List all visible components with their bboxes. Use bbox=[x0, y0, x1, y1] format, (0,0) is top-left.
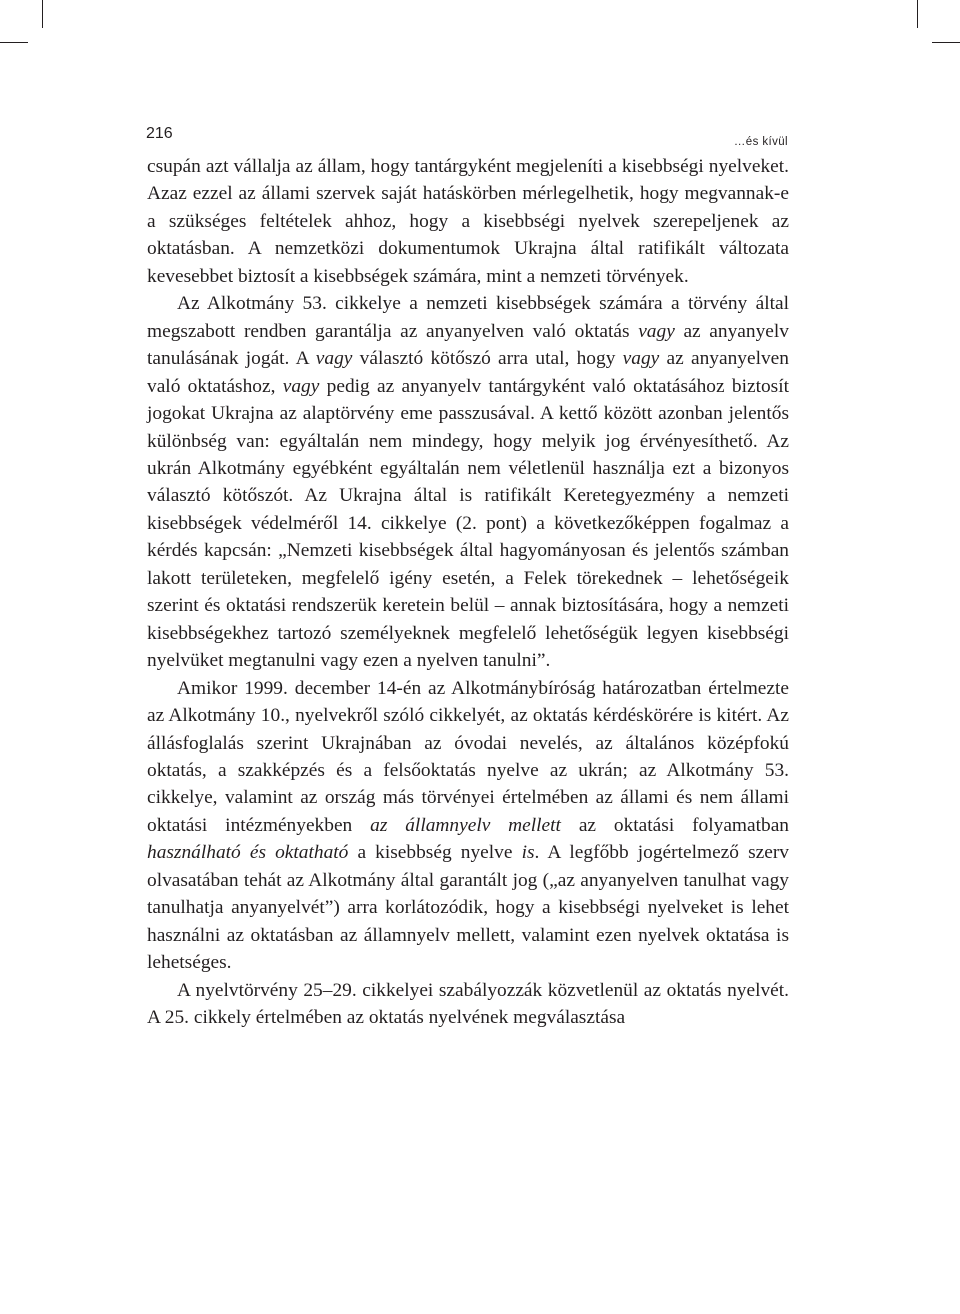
crop-mark-top-right bbox=[917, 0, 918, 28]
paragraph bbox=[147, 977, 789, 1032]
page-number: 216 bbox=[146, 125, 173, 142]
crop-mark-top-right-h bbox=[932, 42, 960, 43]
text-run: csupán azt vállalja az állam, hogy tantárgyként megjeleníti a kisebbségi nyelveket. Azaz ezzel az állami szervek saját hatáskörben mérlegelhetik, hogy megvannak-e a szükséges feltételek ahhoz, hogy a kisebbségi nyelvek szerepeljenek az oktatásban. A nemzetközi dokumentumok Ukrajna által ratifikált változata kevesebbet biztosít a kisebbségek számára, mint a nemzeti törvények. bbox=[147, 156, 789, 287]
body-text bbox=[147, 153, 789, 1032]
italic-text: az államnyelv mellett bbox=[370, 814, 561, 836]
italic-text: is bbox=[521, 842, 535, 864]
crop-mark-top-left-h bbox=[0, 42, 28, 43]
italic-text: vagy bbox=[622, 348, 660, 370]
text-run: A nyelvtörvény 25–29. cikkelyei szabályozzák közvetlenül az oktatás nyelvét. A 25. cikkely értelmében az oktatás nyelvének megválasztása bbox=[147, 979, 789, 1029]
italic-text: vagy bbox=[315, 348, 353, 370]
text-run: pedig az anyanyelv tantárgyként való oktatásához biztosít jogokat Ukrajna az alaptörvény eme passzusával. A kettő között azonban jelentős különbség van: egyáltalán nem mindegy, hogy melyik jog érvényesíthető. Az ukrán Alkotmány egyébként egyáltalán nem véletlenül használja ezt a bizonyos választó kötőszót. Az Ukrajna által is ratifikált Keretegyezmény a nemzeti kisebbségek védelméről 14. cikkelye (2. pont) a következőképpen fogalmaz a kérdés kapcsán: „Nemzeti kisebbségek által hagyományosan és jelentős számban lakott területeken, megfelelő igény esetén, a Felek törekednek – lehetőségeik szerint és oktatási rendszerük keretein belül – annak biztosítására, hogy a nemzeti kisebbségekhez tartozó személyeknek megfelelő lehetőségük legyen kisebbségi nyelvüket megtanulni vagy ezen a nyelven tanulni”. bbox=[147, 375, 789, 672]
text-run: . A legfőbb jogértelmező szerv olvasatában tehát az Alkotmány által garantált jog („az anyanyelven tanulhat vagy tanulhatja anyanyelvét”) arra korlátozódik, hogy a kisebbségi nyelveket is lehet használni az oktatásban az államnyelv mellett, valamint ezen nyelvek oktatása is lehetséges. bbox=[147, 842, 789, 974]
text-run: az anyanyelv tanulásának jogát. A bbox=[147, 320, 789, 370]
crop-mark-top-left bbox=[42, 0, 43, 28]
text-run: az oktatási folyamatban bbox=[560, 814, 790, 836]
paragraph bbox=[147, 290, 789, 674]
text-run: Az Alkotmány 53. cikkelye a nemzeti kisebbségek számára a törvény által megszabott rendben garantálja az anyanyelven való oktatás bbox=[147, 293, 789, 342]
italic-text: használható és oktatható bbox=[147, 842, 349, 864]
running-head: …és kívül bbox=[733, 136, 788, 148]
text-run: választó kötőszó arra utal, hogy bbox=[352, 348, 623, 370]
paragraph bbox=[147, 153, 789, 290]
italic-text: vagy bbox=[638, 320, 675, 342]
text-run: az anyanyelven való oktatáshoz, bbox=[147, 348, 789, 397]
text-run: a kisebbség nyelve bbox=[348, 842, 522, 864]
text-run: Amikor 1999. december 14-én az Alkotmánybíróság határozatban értelmezte az Alkotmány 10., nyelvekről szóló cikkelyét, az oktatás kérdéskörére is kitért. Az állásfoglalás szerint Ukrajnában az óvodai nevelés, az általános középfokú oktatás, a szakképzés és a felsőoktatás nyelve az ukrán; az Alkotmány 53. cikkelye, valamint az ország más törvényei értelmében az állami és nem állami oktatási intézményekben bbox=[147, 677, 789, 836]
paragraph bbox=[147, 675, 789, 977]
italic-text: vagy bbox=[282, 375, 320, 397]
